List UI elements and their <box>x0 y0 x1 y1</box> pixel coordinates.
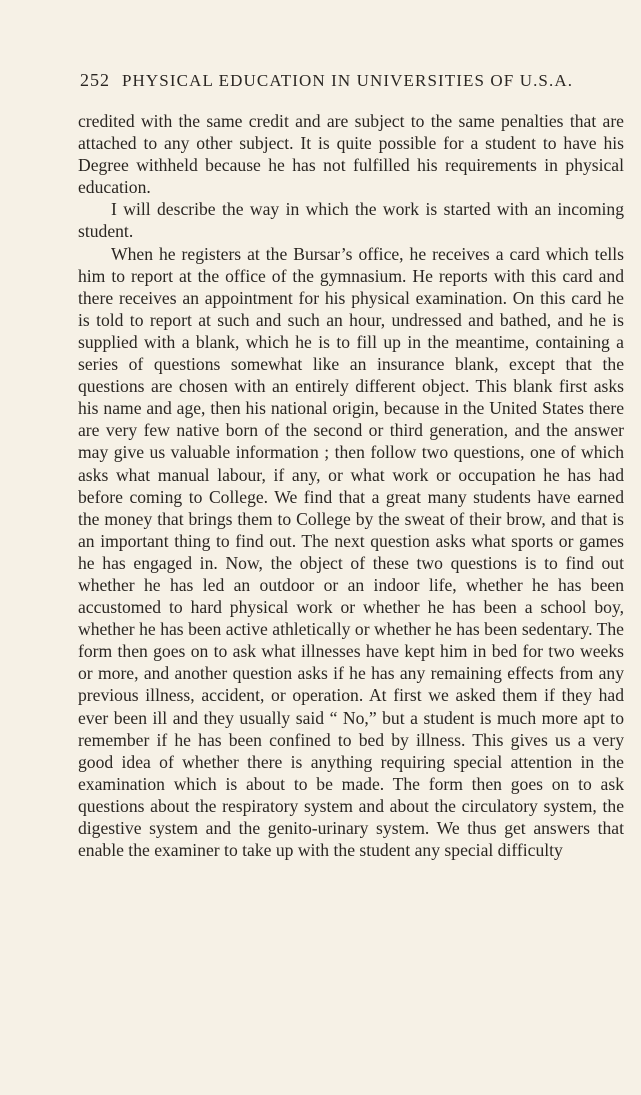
paragraph: I will describe the way in which the work is started with an incoming student. <box>78 199 624 242</box>
running-head <box>80 70 600 91</box>
paragraph-continued: credited with the same credit and are subject to the same penalties that are attached to any other subject. It is quite possible for a student to have his Degree withheld because he has not fulfilled his requirements in physical education. <box>78 111 624 198</box>
running-title: PHYSICAL EDUCATION IN UNIVERSITIES OF U.S.A. <box>122 71 574 90</box>
page-number: 252 <box>80 70 110 90</box>
paragraph: When he registers at the Bursar’s office, he receives a card which tells him to report at the office of the gymnasium. He reports with this card and there receives an appointment for his physical examination. On this card he is told to report at such and such an hour, undressed and bathed, and he is supplied with a blank, which he is to fill up in the meantime, containing a series of questions somewhat like an insurance blank, except that the questions are chosen with an entirely different object. This blank first asks his name and age, then his national origin, because in the United States there are very few native born of the second or third generation, and the answer may give us valuable information ; then follow two questions, one of which asks what manual labour, if any, or what work or occupation he has had before coming to College. We find that a great many students have earned the money that brings them to College by the sweat of their brow, and that is an important thing to find out. The next question asks what sports or games he has engaged in. Now, the object of these two questions is to find out whether he has led an outdoor or an indoor life, whether he has been accustomed to hard physical work or whether he has been a school boy, whether he has been active athletically or whether he has been sedentary. The form then goes on to ask what illnesses have kept him in bed for two weeks or more, and another question asks if he has any remaining effects from any previous illness, accident, or operation. At first we asked them if they had ever been ill and they usually said “ No,” but a student is much more apt to remember if he has been confined to bed by illness. This gives us a very good idea of whether there is anything requiring special attention in the examination which is about to be made. The form then goes on to ask questions about the respiratory system and about the circulatory system, the digestive system and the genito-urinary system. We thus get answers that enable the examiner to take up with the student any special difficulty <box>78 243 624 861</box>
body-text <box>78 110 624 861</box>
